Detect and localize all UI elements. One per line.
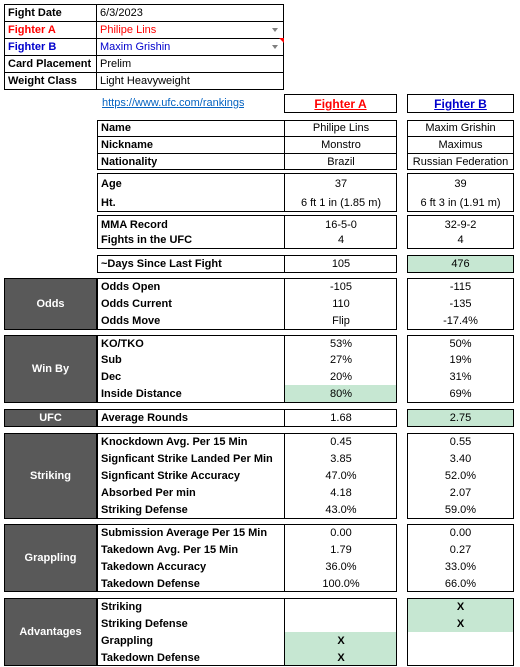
card-placement-value[interactable]: Prelim	[100, 57, 132, 70]
takedown-defense-a: 100.0%	[322, 578, 360, 590]
ko-tko-b: 50%	[449, 338, 472, 350]
takedown-avg-a: 1.79	[330, 544, 352, 556]
sub-b: 19%	[449, 354, 472, 366]
comment-marker-icon	[279, 38, 284, 43]
sig-strike-accuracy-label: Signficant Strike Accuracy	[101, 470, 240, 482]
height-b: 6 ft 3 in (1.91 m)	[420, 196, 501, 209]
odds-current-b: -135	[449, 298, 472, 310]
profile-nickname-label: Nickname	[101, 139, 153, 151]
inside-distance-label: Inside Distance	[101, 388, 182, 400]
absorbed-b: 2.07	[449, 487, 472, 499]
ufc-rankings-link[interactable]: https://www.ufc.com/rankings	[102, 97, 245, 109]
ko-tko-a: 53%	[329, 338, 353, 350]
odds-move-b: -17.4%	[443, 315, 478, 327]
fighter-b-label: Fighter B	[8, 40, 57, 53]
adv-grappling-label: Grappling	[101, 635, 153, 647]
takedown-avg-label: Takedown Avg. Per 15 Min	[101, 544, 239, 556]
mma-record-a: 16-5-0	[325, 218, 357, 231]
fighter-a-header-label: Fighter A	[314, 96, 367, 111]
fighter-b-select[interactable]: Maxim Grishin	[100, 40, 171, 53]
adv-striking-defense-a	[285, 616, 397, 632]
adv-takedown-defense-b	[407, 650, 514, 666]
submission-avg-b: 0.00	[449, 527, 472, 539]
odds-move-a: Flip	[332, 315, 350, 327]
fighter-a-select[interactable]: Philipe Lins	[100, 23, 157, 36]
age-b: 39	[454, 177, 467, 190]
ufc-fights-b: 4	[457, 234, 464, 246]
profile-name-a: Philipe Lins	[312, 122, 370, 134]
profile-nickname-a: Monstro	[321, 139, 361, 151]
takedown-defense-b: 66.0%	[444, 578, 477, 590]
knockdown-a: 0.45	[330, 436, 352, 448]
fight-date-value[interactable]: 6/3/2023	[100, 6, 143, 19]
odds-current-a: 110	[332, 298, 350, 310]
fighter-a-label: Fighter A	[8, 23, 56, 36]
dec-label: Dec	[101, 371, 122, 383]
odds-open-b: -115	[449, 281, 472, 293]
absorbed-label: Absorbed Per min	[101, 487, 196, 499]
odds-section-label: Odds	[4, 278, 97, 330]
advantages-section-label: Advantages	[4, 598, 97, 666]
striking-defense-a: 43.0%	[325, 504, 357, 516]
height-a: 6 ft 1 in (1.85 m)	[300, 196, 382, 209]
ko-tko-label: KO/TKO	[101, 338, 144, 350]
odds-current-label: Odds Current	[101, 298, 172, 310]
mma-record-label: MMA Record	[101, 218, 168, 231]
age-a: 37	[334, 177, 348, 190]
weight-class-label: Weight Class	[8, 75, 77, 87]
ufc-section-label: UFC	[4, 409, 97, 427]
adv-striking-label: Striking	[101, 601, 142, 613]
profile-nickname-b: Maximus	[438, 139, 483, 151]
takedown-defense-label: Takedown Defense	[101, 578, 200, 590]
adv-striking-defense-b: X	[456, 618, 465, 630]
takedown-accuracy-a: 36.0%	[325, 561, 357, 573]
submission-avg-label: Submission Average Per 15 Min	[101, 527, 268, 539]
adv-striking-defense-label: Striking Defense	[101, 618, 188, 630]
absorbed-a: 4.18	[330, 487, 352, 499]
avg-rounds-label: Average Rounds	[101, 412, 189, 424]
profile-nationality-a: Brazil	[327, 156, 355, 168]
weight-class-value[interactable]: Light Heavyweight	[100, 75, 190, 87]
grappling-section-label: Grappling	[4, 524, 97, 592]
odds-open-label: Odds Open	[101, 281, 161, 293]
sig-strike-accuracy-b: 52.0%	[444, 470, 477, 482]
fight-date-label: Fight Date	[8, 6, 62, 19]
fighter-b-dropdown-icon[interactable]	[272, 45, 278, 49]
takedown-avg-b: 0.27	[449, 544, 472, 556]
adv-striking-b: X	[456, 601, 465, 613]
profile-nationality-b: Russian Federation	[412, 156, 509, 168]
avg-rounds-b: 2.75	[449, 412, 472, 424]
takedown-accuracy-label: Takedown Accuracy	[101, 561, 207, 573]
mma-record-b: 32-9-2	[444, 218, 477, 231]
submission-avg-a: 0.00	[330, 527, 352, 539]
inside-distance-a: 80%	[329, 388, 353, 400]
odds-open-a: -105	[329, 281, 353, 293]
sig-strike-landed-b: 3.40	[449, 453, 472, 465]
dec-b: 31%	[449, 371, 472, 383]
win-by-section-label: Win By	[4, 335, 97, 403]
profile-nationality-label: Nationality	[101, 156, 158, 168]
age-label: Age	[101, 177, 122, 190]
profile-name-label: Name	[101, 122, 131, 134]
adv-grappling-b	[407, 633, 514, 649]
sub-a: 27%	[329, 354, 353, 366]
striking-section-label: Striking	[4, 433, 97, 519]
days-since-b: 476	[451, 258, 470, 270]
striking-defense-b: 59.0%	[444, 504, 477, 516]
takedown-accuracy-b: 33.0%	[444, 561, 477, 573]
odds-move-label: Odds Move	[101, 315, 161, 327]
adv-striking-a	[285, 599, 397, 615]
adv-grappling-a: X	[337, 635, 345, 647]
fighter-b-header-label: Fighter B	[434, 96, 487, 111]
sig-strike-accuracy-a: 47.0%	[325, 470, 357, 482]
ufc-fights-a: 4	[337, 234, 345, 246]
sub-label: Sub	[101, 354, 122, 366]
inside-distance-b: 69%	[449, 388, 472, 400]
profile-name-b: Maxim Grishin	[425, 122, 496, 134]
sig-strike-landed-label: Signficant Strike Landed Per Min	[101, 453, 273, 465]
sig-strike-landed-a: 3.85	[330, 453, 352, 465]
height-label: Ht.	[101, 196, 116, 209]
days-since-a: 105	[331, 258, 351, 270]
days-since-label: ~Days Since Last Fight	[101, 258, 222, 270]
avg-rounds-a: 1.68	[330, 412, 352, 424]
striking-defense-label: Striking Defense	[101, 504, 188, 516]
knockdown-label: Knockdown Avg. Per 15 Min	[101, 436, 248, 448]
adv-takedown-defense-a: X	[337, 652, 345, 664]
card-placement-label: Card Placement	[8, 57, 92, 70]
dec-a: 20%	[329, 371, 353, 383]
adv-takedown-defense-label: Takedown Defense	[101, 652, 200, 664]
knockdown-b: 0.55	[449, 436, 472, 448]
fighter-a-dropdown-icon[interactable]	[272, 28, 278, 32]
ufc-fights-label: Fights in the UFC	[101, 234, 193, 246]
